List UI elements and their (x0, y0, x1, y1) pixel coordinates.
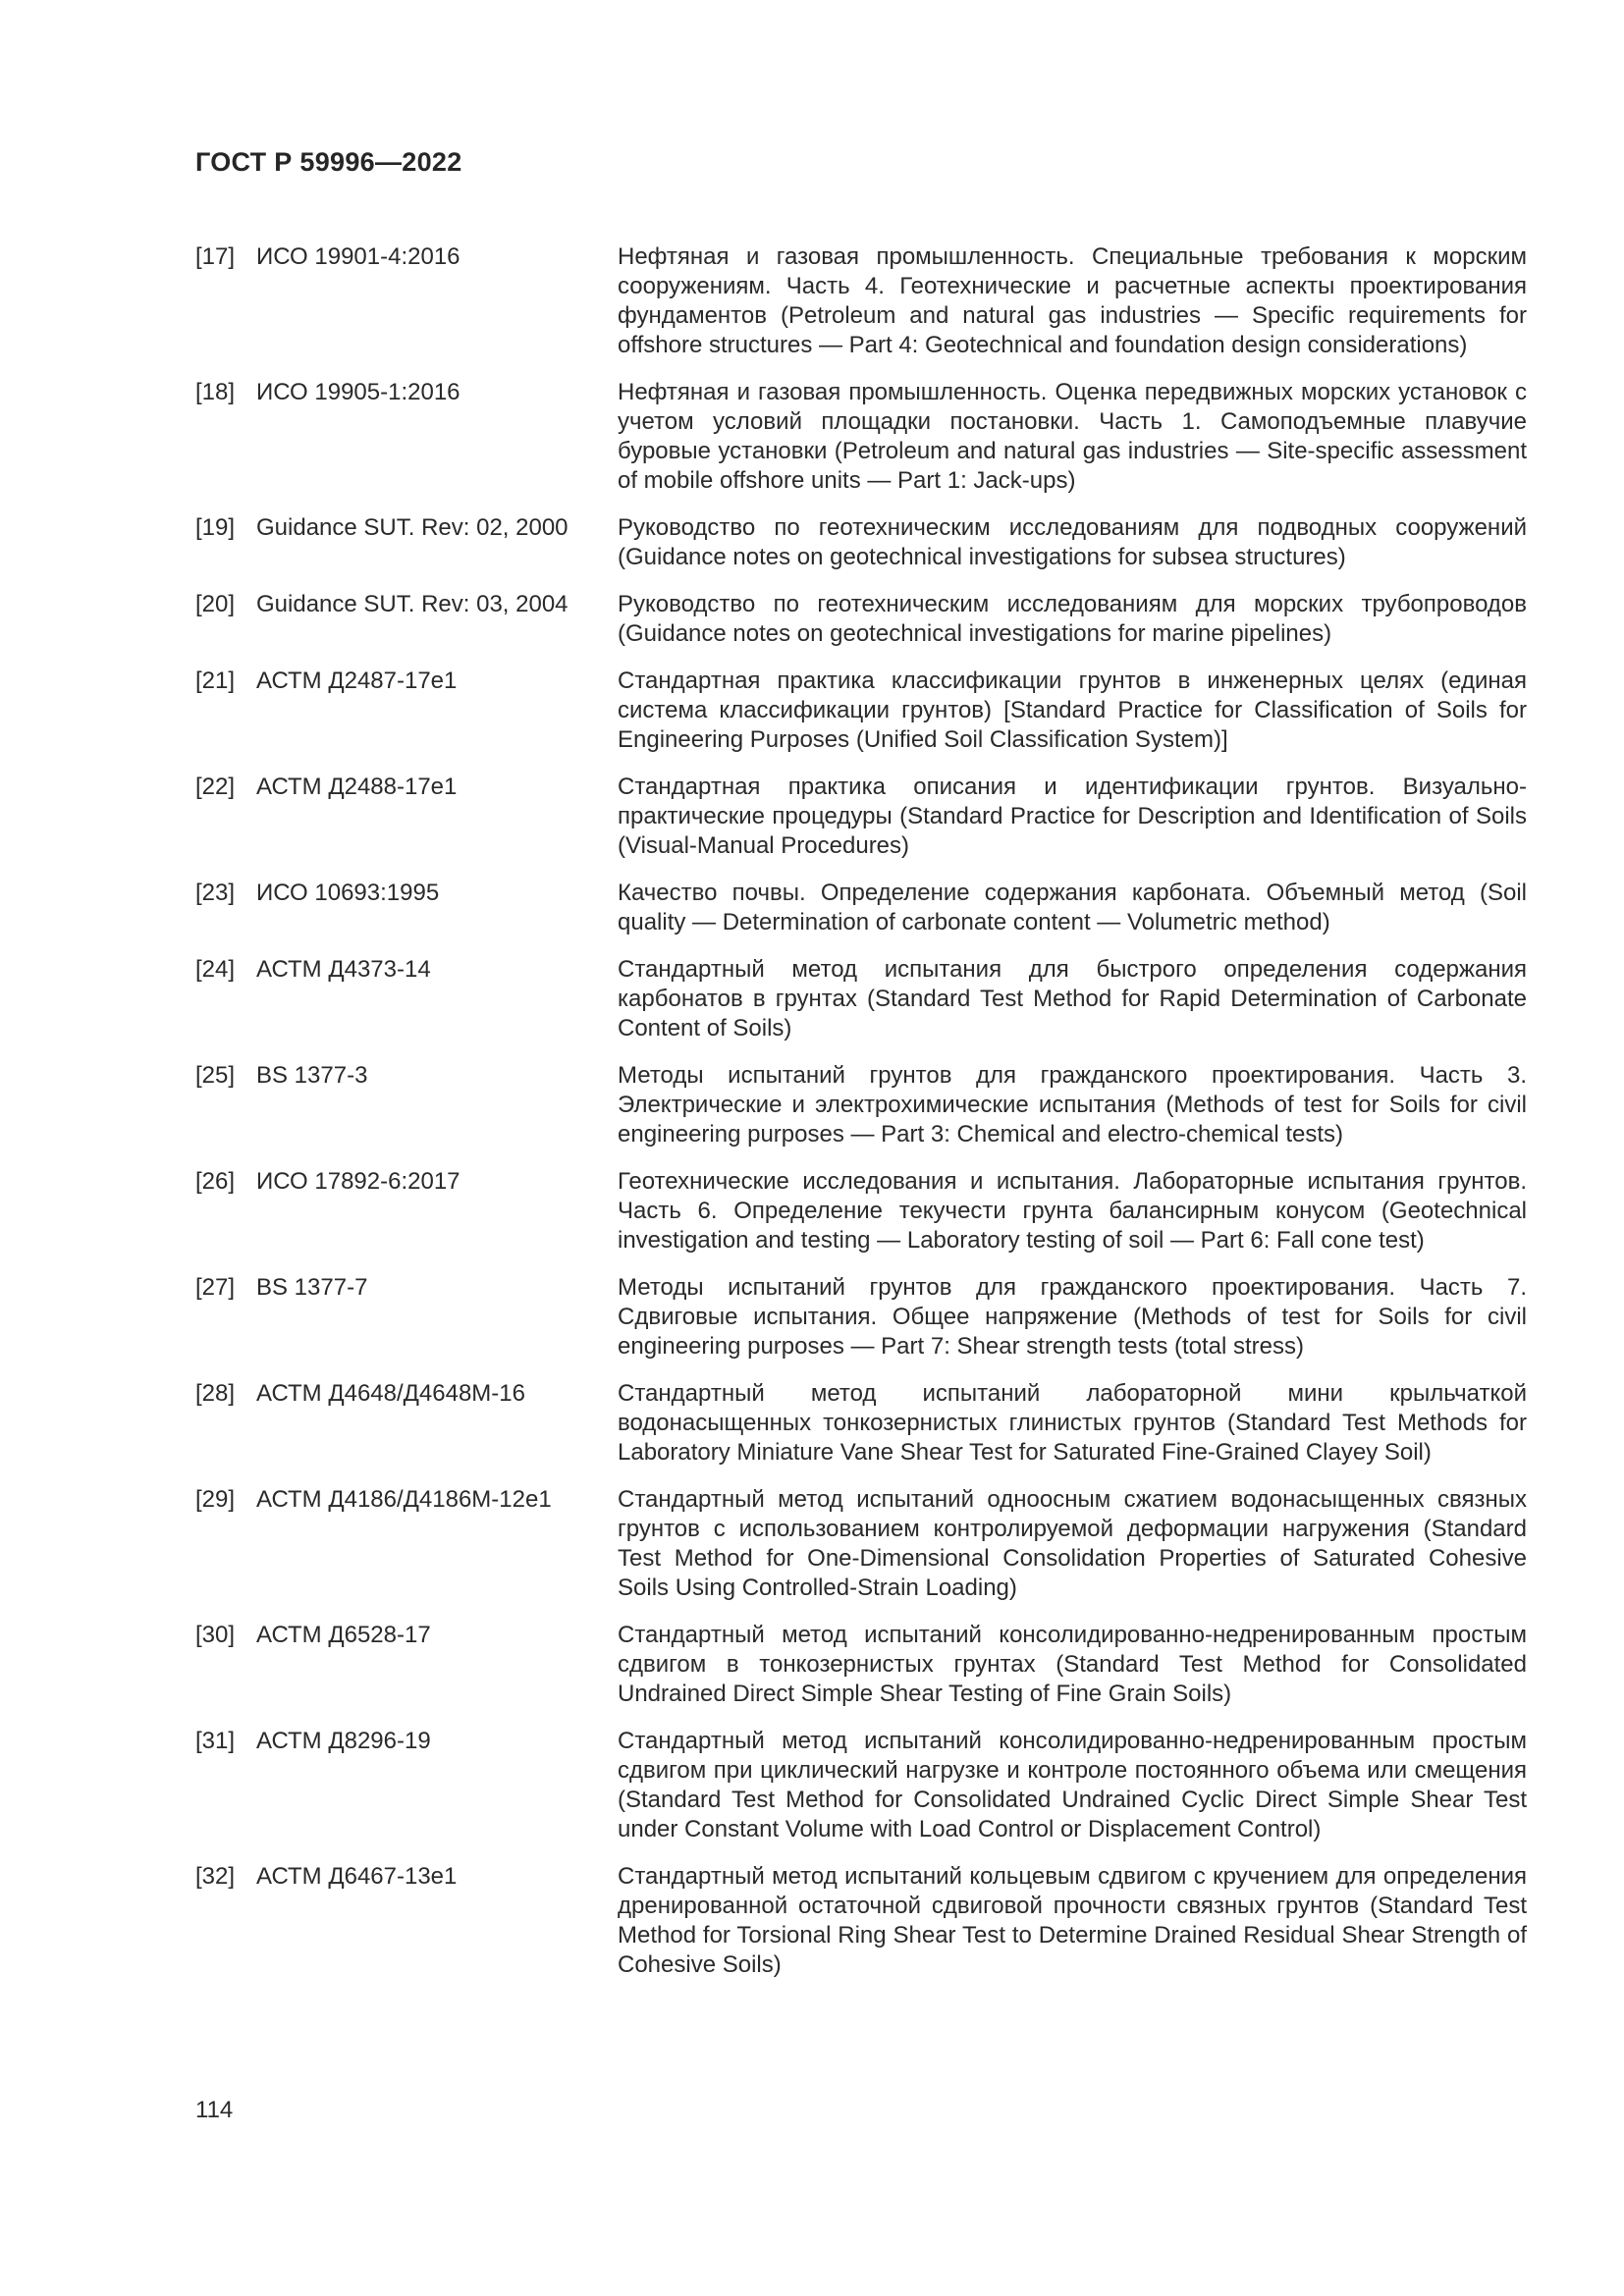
reference-title: Стандартный метод испытаний одноосным сжатием водонасыщенных связных грунтов с использованием контролируемой деформации нагружения (Standard Test Method for One-Dimensional Consolidation Properties of Saturated Cohesive Soils Using Controlled-Strain Loading) (618, 1486, 1527, 1601)
reference-code: АСТМ Д4373-14 (256, 956, 431, 983)
reference-number: [29] (195, 1486, 236, 1513)
reference-title: Стандартная практика описания и идентификации грунтов. Визуально-практические процедуры (Standard Practice for Description and Identification of Soils (Visual-Manual Procedures) (618, 774, 1527, 859)
reference-item (195, 513, 1527, 572)
bibliography-list (195, 242, 1527, 1998)
reference-title: Стандартный метод испытаний лабораторной мини крыльчаткой водонасыщенных тонкозернистых глинистых грунтов (Standard Test Methods for Laboratory Miniature Vane Shear Test for Saturated Fine-Grained Clayey Soil) (618, 1380, 1527, 1466)
reference-title: Стандартный метод испытаний консолидированно-недренированным простым сдвигом в тонкозернистых грунтах (Standard Test Method for Consolidated Undrained Direct Simple Shear Testing of Fine Grain Soils) (618, 1622, 1527, 1707)
reference-item (195, 1485, 1527, 1603)
reference-number: [24] (195, 956, 236, 983)
reference-code: АСТМ Д6467-13е1 (256, 1863, 458, 1890)
reference-code: АСТМ Д8296-19 (256, 1728, 431, 1754)
reference-title: Качество почвы. Определение содержания карбоната. Объемный метод (Soil quality — Determination of carbonate content — Volumetric method) (618, 880, 1527, 935)
reference-code: АСТМ Д2488-17е1 (256, 774, 458, 800)
reference-number: [27] (195, 1274, 236, 1301)
reference-item (195, 955, 1527, 1043)
reference-item (195, 1167, 1527, 1255)
reference-title: Нефтяная и газовая промышленность. Оценка передвижных морских установок с учетом условий площадки постановки. Часть 1. Самоподъемные плавучие буровые установки (Petroleum and natural gas industries — Site-specific assessment of mobile offshore units — Part 1: Jack-ups) (618, 379, 1527, 494)
reference-number: [17] (195, 243, 236, 270)
reference-item (195, 242, 1527, 360)
reference-number: [19] (195, 514, 236, 541)
reference-title: Геотехнические исследования и испытания. Лабораторные испытания грунтов. Часть 6. Определение текучести грунта балансирным конусом (Geotechnical investigation and testing — Laboratory testing of soil — Part 6: Fall cone test) (618, 1168, 1527, 1254)
page-number: 114 (195, 2097, 234, 2123)
document-header-title: ГОСТ Р 59996—2022 (195, 147, 462, 177)
reference-item (195, 378, 1527, 496)
reference-number: [22] (195, 774, 236, 800)
reference-code: BS 1377-7 (256, 1274, 368, 1301)
reference-title: Руководство по геотехническим исследованиям для морских трубопроводов (Guidance notes on geotechnical investigations for marine pipelines) (618, 591, 1527, 647)
reference-number: [28] (195, 1380, 236, 1407)
reference-code: ИСО 19901-4:2016 (256, 243, 460, 270)
reference-code: ИСО 10693:1995 (256, 880, 440, 906)
reference-item (195, 590, 1527, 649)
reference-item (195, 1061, 1527, 1149)
reference-title: Стандартный метод испытаний кольцевым сдвигом с кручением для определения дренированной остаточной сдвиговой прочности связных грунтов (Standard Test Method for Torsional Ring Shear Test to Determine Drained Residual Shear Strength of Cohesive Soils) (618, 1863, 1527, 1978)
reference-code: АСТМ Д6528-17 (256, 1622, 431, 1648)
reference-code: ИСО 17892-6:2017 (256, 1168, 460, 1195)
reference-code: BS 1377-3 (256, 1062, 368, 1089)
reference-title: Методы испытаний грунтов для гражданского проектирования. Часть 7. Сдвиговые испытания. Общее напряжение (Methods of test for Soils for civil engineering purposes — Part 7: Shear strength tests (total stress) (618, 1274, 1527, 1360)
reference-number: [25] (195, 1062, 236, 1089)
reference-number: [30] (195, 1622, 236, 1648)
reference-item (195, 667, 1527, 755)
reference-number: [21] (195, 667, 236, 694)
reference-item (195, 1727, 1527, 1844)
reference-title: Стандартный метод испытания для быстрого определения содержания карбонатов в грунтах (Standard Test Method for Rapid Determination of Carbonate Content of Soils) (618, 956, 1527, 1041)
reference-code: Guidance SUT. Rev: 03, 2004 (256, 591, 568, 617)
reference-number: [26] (195, 1168, 236, 1195)
reference-item (195, 1621, 1527, 1709)
reference-title: Методы испытаний грунтов для гражданского проектирования. Часть 3. Электрические и электрохимические испытания (Methods of test for Soils for civil engineering purposes — Part 3: Chemical and electro-chemical tests) (618, 1062, 1527, 1148)
reference-item (195, 773, 1527, 861)
reference-code: Guidance SUT. Rev: 02, 2000 (256, 514, 568, 541)
reference-code: ИСО 19905-1:2016 (256, 379, 460, 405)
reference-code: АСТМ Д2487-17е1 (256, 667, 458, 694)
reference-number: [23] (195, 880, 236, 906)
reference-number: [18] (195, 379, 236, 405)
reference-number: [32] (195, 1863, 236, 1890)
reference-title: Стандартная практика классификации грунтов в инженерных целях (единая система классификации грунтов) [Standard Practice for Classification of Soils for Engineering Purposes (Unified Soil Classification System)] (618, 667, 1527, 753)
reference-item (195, 879, 1527, 937)
reference-code: АСТМ Д4648/Д4648М-16 (256, 1380, 525, 1407)
reference-code: АСТМ Д4186/Д4186М-12е1 (256, 1486, 552, 1513)
reference-number: [31] (195, 1728, 236, 1754)
reference-item (195, 1862, 1527, 1980)
reference-title: Стандартный метод испытаний консолидированно-недренированным простым сдвигом при циклический нагрузке и контроле постоянного объема или смещения (Standard Test Method for Consolidated Undrained Cyclic Direct Simple Shear Test under Constant Volume with Load Control or Displacement Control) (618, 1728, 1527, 1842)
reference-title: Нефтяная и газовая промышленность. Специальные требования к морским сооружениям. Часть 4. Геотехнические и расчетные аспекты проектирования фундаментов (Petroleum and natural gas industries — Specific requirements for offshore structures — Part 4: Geotechnical and foundation design considerations) (618, 243, 1527, 358)
reference-item (195, 1379, 1527, 1468)
reference-item (195, 1273, 1527, 1362)
reference-title: Руководство по геотехническим исследованиям для подводных сооружений (Guidance notes on geotechnical investigations for subsea structures) (618, 514, 1527, 570)
reference-number: [20] (195, 591, 236, 617)
